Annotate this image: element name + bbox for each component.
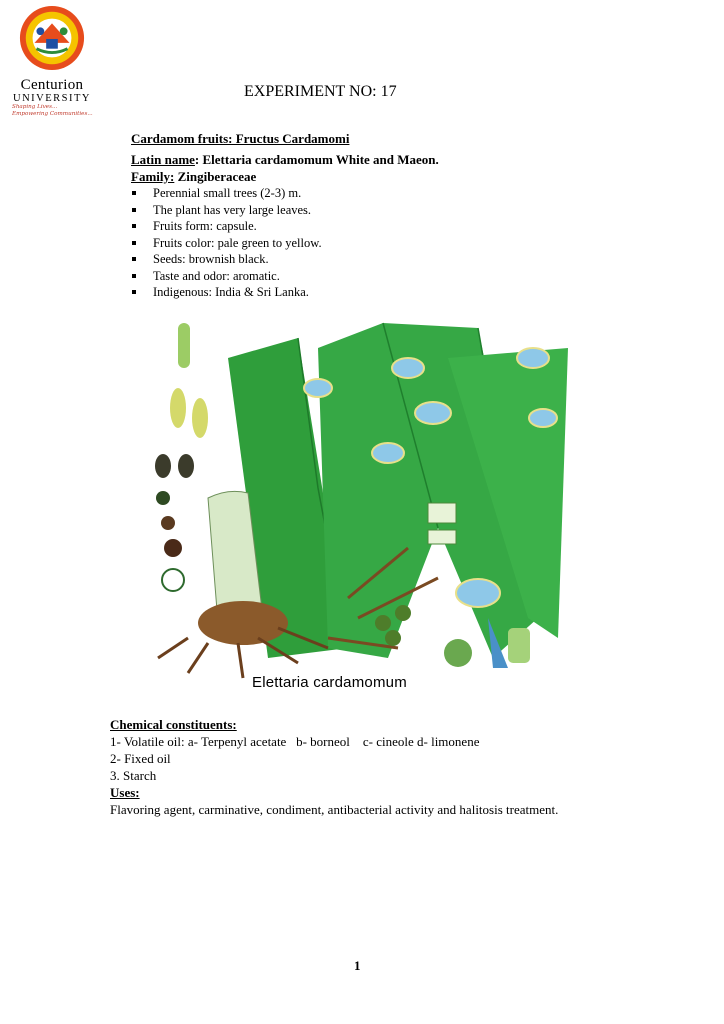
list-item: Fruits color: pale green to yellow.: [131, 235, 591, 252]
list-item: Taste and odor: aromatic.: [131, 268, 591, 285]
list-item: Fruits form: capsule.: [131, 218, 591, 235]
description-section: [131, 130, 591, 301]
university-name: Centurion: [20, 77, 84, 93]
family-value: Zingiberaceae: [174, 169, 257, 184]
tagline-2: Empowering Communities...: [12, 110, 93, 117]
chemical-item: 2- Fixed oil: [110, 751, 171, 766]
tagline-1: Shaping Lives...: [12, 104, 58, 110]
characteristics-list: [131, 185, 591, 301]
chemical-item: 3. Starch: [110, 768, 157, 783]
chemical-heading: Chemical constituents:: [110, 717, 237, 732]
botanical-illustration: [148, 318, 578, 696]
university-seal-icon: [13, 4, 91, 72]
list-item: Perennial small trees (2-3) m.: [131, 185, 591, 202]
latin-name-line: [131, 151, 591, 168]
university-name-sub: UNIVERSITY: [13, 93, 91, 104]
latin-name-label: Latin name: [131, 152, 195, 167]
list-item: Indigenous: India & Sri Lanka.: [131, 284, 591, 301]
list-item: Seeds: brownish black.: [131, 251, 591, 268]
drug-heading: Cardamom fruits: Fructus Cardamomi: [131, 131, 350, 146]
university-logo: [10, 4, 94, 117]
family-label: Family:: [131, 169, 175, 184]
page-title: EXPERIMENT NO: 17: [244, 83, 397, 100]
family-line: [131, 168, 591, 185]
figure-caption: Elettaria cardamomum: [252, 674, 407, 691]
uses-heading: Uses:: [110, 785, 140, 800]
page-number: 1: [354, 958, 361, 973]
chemical-section: [110, 716, 690, 818]
list-item: The plant has very large leaves.: [131, 202, 591, 219]
chemical-item: 1- Volatile oil: a- Terpenyl acetate b- borneol c- cineole d- limonene: [110, 734, 480, 749]
latin-name-value: : Elettaria cardamomum White and Maeon.: [194, 152, 439, 167]
uses-text: Flavoring agent, carminative, condiment, antibacterial activity and halitosis treatment.: [110, 802, 559, 817]
cardamom-plant-illustration: [148, 318, 578, 696]
